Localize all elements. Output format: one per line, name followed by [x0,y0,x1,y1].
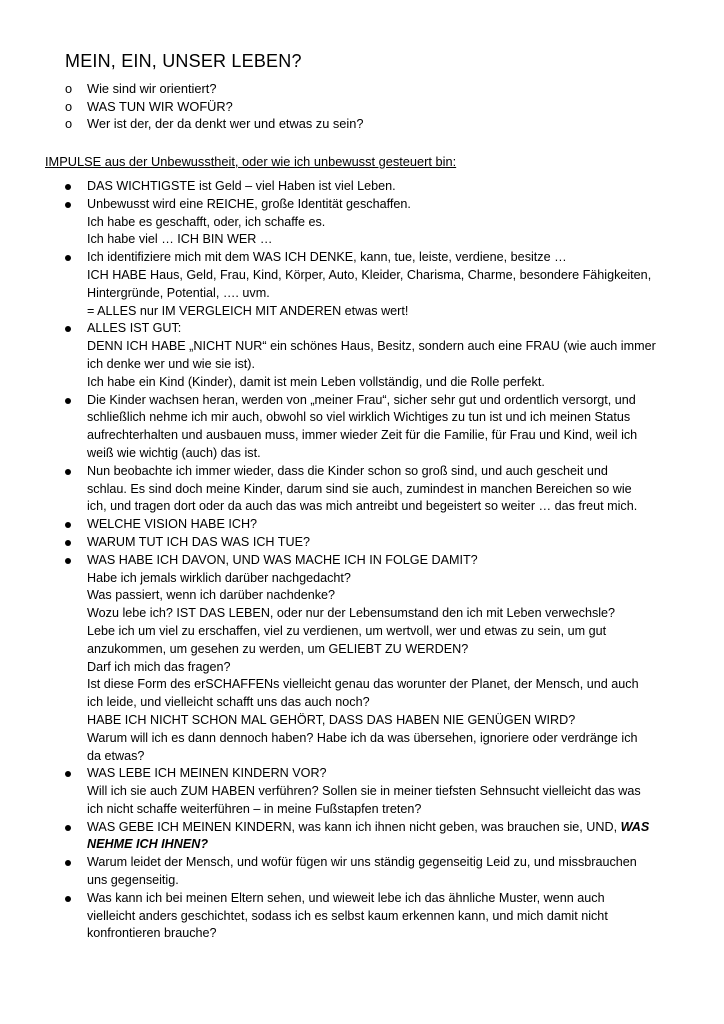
bullet-text-line [87,748,685,766]
bullet-text-line [87,641,685,659]
bullet-text-line [87,801,685,819]
bullet-icon [65,540,71,546]
bullet-text-line [87,392,685,410]
bullet-item [65,392,685,463]
bullet-text-line [87,676,685,694]
text: Warum leidet der Mensch, und wofür fügen wir uns ständig gegenseitig Leid zu, und missbrauchen [87,855,637,870]
bullet-text-line [87,214,685,232]
bullet-item [65,854,685,890]
bullet-icon [65,398,71,404]
emphasis-text: WAS [620,819,650,834]
text: Habe ich jemals wirklich darüber nachgedacht? [87,570,351,585]
text: ich, und tragen dort oder da auch das was mich antreibt und begeistert so weiter … das freut mich. [87,499,638,514]
text: schließlich nehme ich mir auch, obwohl so viel wirklich Wichtiges zu tun ist und ich meinen Status [87,410,631,425]
bullet-list [65,178,685,943]
text: WAS HABE ICH DAVON, UND WAS MACHE ICH IN FOLGE DAMIT? [87,552,478,567]
text: Warum will ich es dann dennoch haben? Habe ich da was übersehen, ignoriere oder verdränge ich [87,730,638,745]
bullet-item [65,249,685,320]
bullet-text-line [87,872,685,890]
bullet-icon [65,469,71,475]
bullet-text-line [87,659,685,677]
bullet-item [65,178,685,196]
bullet-item [65,463,685,516]
bullet-item [65,196,685,249]
bullet-text-line [87,890,685,908]
circle-bullet-icon: o [65,98,73,114]
circle-bullet-icon: o [65,116,73,131]
bullet-text-line [87,570,685,588]
bullet-text-line [87,605,685,623]
bullet-icon [65,558,71,564]
bullet-text-line [87,445,685,463]
text: Ist diese Form des erSCHAFFENs vielleicht genau das worunter der Planet, der Mensch, und auch [87,677,639,692]
text: konfrontieren brauche? [87,926,217,941]
bullet-text-line [87,498,685,516]
bullet-item [65,534,685,552]
bullet-icon [65,771,71,777]
text: Unbewusst wird eine REICHE, große Identität geschaffen. [87,196,411,211]
bullet-text-line [87,338,685,356]
bullet-icon [65,896,71,902]
question-text: Wie sind wir orientiert? [87,81,217,96]
text: WAS GEBE ICH MEINEN KINDERN, was kann ich ihnen nicht geben, was brauchen sie, UND, [87,819,618,834]
question-list [65,80,363,133]
bullet-text-line [87,712,685,730]
bullet-text-line [87,178,685,196]
text: da etwas? [87,748,145,763]
text: Ich habe ein Kind (Kinder), damit ist mein Leben vollständig, und die Rolle perfekt. [87,374,545,389]
bullet-text-line [87,587,685,605]
bullet-text-line [87,481,685,499]
text: anzukommen, um gesehen zu werden, um GELIEBT ZU WERDEN? [87,641,469,656]
text: ich leide, und vielleicht schafft uns das auch noch? [87,695,370,710]
bullet-item [65,552,685,766]
bullet-item [65,320,685,391]
bullet-text-line [87,463,685,481]
text: WAS LEBE ICH MEINEN KINDERN VOR? [87,766,327,781]
text: Die Kinder wachsen heran, werden von „meiner Frau“, sicher sehr gut und ordentlich versorgt, und [87,392,636,407]
bullet-icon [65,825,71,831]
question-item [65,115,363,133]
emphasis-text: NEHME ICH IHNEN? [87,837,209,852]
text: ich denke wer und wie sie ist). [87,356,255,371]
text: Darf ich mich das fragen? [87,659,231,674]
impulse-heading: IMPULSE aus der Unbewusstheit, oder wie ich unbewusst gesteuert bin: [45,154,457,169]
question-item [65,98,363,116]
text: vielleicht anders geschichtet, sodass ich es selbst kaum erkennen kann, und mich damit nicht [87,908,608,923]
text: aufrechterhalten und ausbauen muss, immer wieder Zeit für die Familie, für Frau und Kind, weil ich [87,428,638,443]
bullet-icon [65,184,71,190]
bullet-text-line [87,854,685,872]
bullet-text-line [87,267,685,285]
question-text: WAS TUN WIR WOFÜR? [87,98,233,114]
bullet-text-line [87,303,685,321]
bullet-item [65,890,685,943]
bullet-item [65,516,685,534]
text: schlau. Es sind doch meine Kinder, darum sind sie auch, zumindest in manchen Bereichen so wie [87,481,632,496]
text: uns gegenseitig. [87,873,179,888]
text: = ALLES nur IM VERGLEICH MIT ANDEREN etwas wert! [87,303,409,318]
bullet-text-line [87,231,685,249]
bullet-text-line [87,908,685,926]
bullet-item [65,819,685,855]
bullet-text-line [87,552,685,570]
bullet-text-line [87,516,685,534]
page-title: MEIN, EIN, UNSER LEBEN? [65,51,302,71]
bullet-text-line [87,427,685,445]
bullet-text-line [87,196,685,214]
text: WARUM TUT ICH DAS WAS ICH TUE? [87,534,310,549]
bullet-text-line [87,534,685,552]
text: Nun beobachte ich immer wieder, dass die Kinder schon so groß sind, und auch gescheit und [87,463,608,478]
text: DAS WICHTIGSTE ist Geld – viel Haben ist viel Leben. [87,179,396,193]
bullet-text-line [87,285,685,303]
bullet-icon [65,255,71,261]
bullet-text-line [87,765,685,783]
text: ich nicht schaffe weiterführen – in meine Fußstapfen treten? [87,801,422,816]
bullet-text-line [87,356,685,374]
text: Ich habe viel … ICH BIN WER … [87,232,273,247]
text: ALLES IST GUT: [87,321,182,336]
text: weiß wie wichtig (auch) das ist. [87,445,261,460]
text: Ich identifiziere mich mit dem WAS ICH DENKE, kann, tue, leiste, verdiene, besitze … [87,250,567,265]
bullet-text-line [87,249,685,267]
bullet-text-line [87,819,685,837]
text: Lebe ich um viel zu erschaffen, viel zu verdienen, um wertvoll, wer und etwas zu sein, um gut [87,623,607,638]
text: WELCHE VISION HABE ICH? [87,517,258,532]
question-text: Wer ist der, der da denkt wer und etwas zu sein? [87,116,364,131]
bullet-icon [65,326,71,332]
circle-bullet-icon: o [65,81,73,96]
text: Will ich sie auch ZUM HABEN verführen? Sollen sie in meiner tiefsten Sehnsucht vielleicht das was [87,784,641,799]
text: DENN ICH HABE „NICHT NUR“ ein schönes Haus, Besitz, sondern auch eine FRAU (wie auch immer [87,339,656,354]
bullet-text-line [87,409,685,427]
text: Was kann ich bei meinen Eltern sehen, und wieweit lebe ich das ähnliche Muster, wenn auch [87,890,605,905]
bullet-text-line [87,374,685,392]
text: HABE ICH NICHT SCHON MAL GEHÖRT, DASS DAS HABEN NIE GENÜGEN WIRD? [87,712,576,727]
text: Was passiert, wenn ich darüber nachdenke? [87,588,336,603]
text: Ich habe es geschafft, oder, ich schaffe es. [87,214,326,229]
bullet-text-line [87,694,685,712]
bullet-text-line [87,320,685,338]
bullet-text-line [87,925,685,943]
bullet-text-line [87,623,685,641]
text: Wozu lebe ich? IST DAS LEBEN, oder nur der Lebensumstand den ich mit Leben verwechsle? [87,606,616,621]
bullet-item [65,765,685,818]
bullet-icon [65,202,71,208]
text: ICH HABE Haus, Geld, Frau, Kind, Körper, Auto, Kleider, Charisma, Charme, besondere Fähigkeiten, [87,267,652,282]
bullet-text-line [87,730,685,748]
question-item [65,80,363,98]
bullet-icon [65,860,71,866]
text: Hintergründe, Potential, …. uvm. [87,285,270,300]
bullet-icon [65,522,71,528]
bullet-text-line [87,783,685,801]
